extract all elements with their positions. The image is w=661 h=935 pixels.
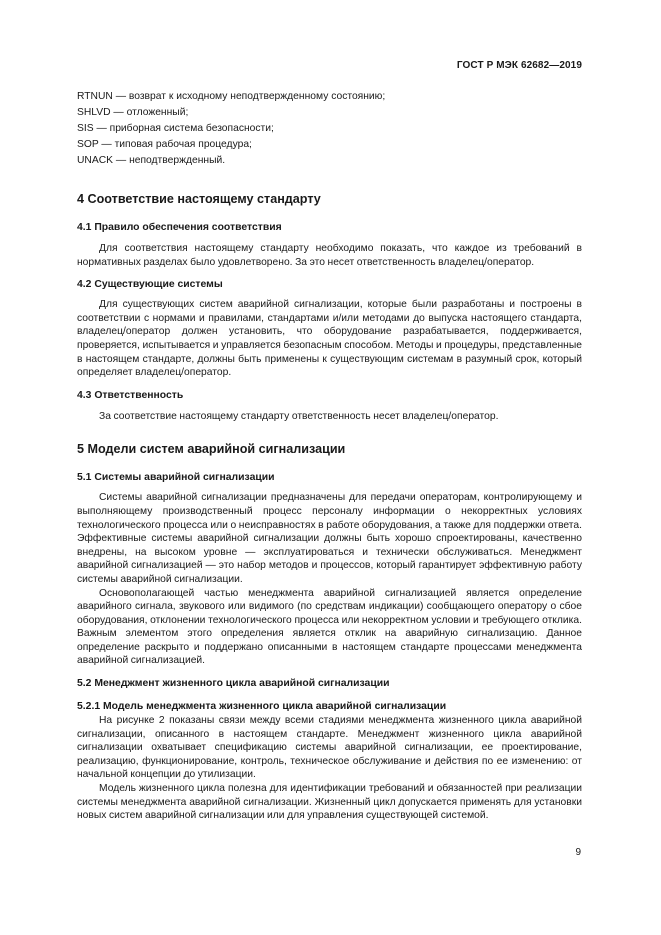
abbreviation-item: RTNUN — возврат к исходному неподтвержденному состоянию; [77,91,386,102]
section-5-heading: 5 Модели систем аварийной сигнализации [77,442,346,457]
paragraph-4-2: Для существующих систем аварийной сигнализации, которые были разработаны и построены в соответствии с нормами и правилами, стандартами и/или методами до выпуска настоящего стандарта, владелец/оператор должен установить, что оборудование разрабатывается, поддерживается, проверяется, испытывается и управляется безопасным способом. Методы и процедуры, представленные в настоящем стандарте, должны быть применены к существующим системам в разумный срок, который определяет владелец/оператор. [77,299,582,379]
subsection-5-1-heading: 5.1 Системы аварийной сигнализации [77,472,275,484]
paragraph-5-1-a: Системы аварийной сигнализации предназначены для передачи операторам, контролирующему и выполняющему производственный процесс персоналу информации о некорректных условиях технологического процесса или о неисправностях в работе оборудования, а также для поддержки ответа. Эффективные системы аварийной сигнализации должны быть хорошо спроектированы, качественно внедрены, на высоком уровне — эксплуатироваться и технически обслуживаться. Менеджмент аварийной сигнализацией — это набор методов и процессов, который гарантирует эффективную работу системы аварийной сигнализации. [77,492,582,585]
abbreviation-item: SHLVD — отложенный; [77,107,189,118]
paragraph-5-1-b: Основополагающей частью менеджмента аварийной сигнализацией является определение аварийного сигнала, звукового или видимого (по средствам индикации) сообщающего оператору о сбое оборудования, отклонении технологического процесса или некорректном условии и требующего отклика. Важным элементом этого определения является отклик на аварийную сигнализацию. Данное определение раскрыто и поддержано описанными в настоящем стандарте процессами менеджмента аварийной сигнализацией. [77,587,582,667]
standard-designation: ГОСТ Р МЭК 62682—2019 [456,60,582,71]
subsection-4-1-heading: 4.1 Правило обеспечения соответствия [77,222,282,233]
abbreviation-item: SOP — типовая рабочая процедура; [77,139,252,150]
paragraph-5-2-1-a: На рисунке 2 показаны связи между всеми стадиями менеджмента жизненного цикла аварийной сигнализации, описанного в настоящем стандарте. Менеджмент жизненного цикла аварийной сигнализации охватывает спецификацию системы аварийной сигнализации, ее проектирование, реализацию, функционирование, контроль, техническое обслуживание и действия по ее изменению: от начальной концепции до утилизации. [77,715,582,781]
abbreviation-item: SIS — приборная система безопасности; [77,123,274,134]
paragraph-5-2-1-b: Модель жизненного цикла полезна для идентификации требований и обязанностей при реализации системы менеджмента аварийной сигнализации. Жизненный цикл допускается применять для установки новых систем аварийной сигнализации или для управления существующей системой. [77,783,582,822]
section-4-heading: 4 Соответствие настоящему стандарту [77,192,321,206]
subsection-4-3-heading: 4.3 Ответственность [77,389,184,401]
subsection-5-2-heading: 5.2 Менеджмент жизненного цикла аварийной сигнализации [77,678,390,690]
paragraph-4-1: Для соответствия настоящему стандарту необходимо показать, что каждое из требований в нормативных разделах было удовлетворено. За это несет ответственность владелец/оператор. [77,243,582,268]
subsection-4-2-heading: 4.2 Существующие системы [77,279,223,291]
page-number: 9 [575,847,581,858]
paragraph-4-3: За соответствие настоящему стандарту ответственность несет владелец/оператор. [99,410,499,422]
subsection-5-2-1-heading: 5.2.1 Модель менеджмента жизненного цикла аварийной сигнализации [77,701,447,713]
page-body [77,89,582,823]
abbreviation-list [77,89,582,169]
abbreviation-item: UNACK — неподтвержденный. [77,155,226,166]
